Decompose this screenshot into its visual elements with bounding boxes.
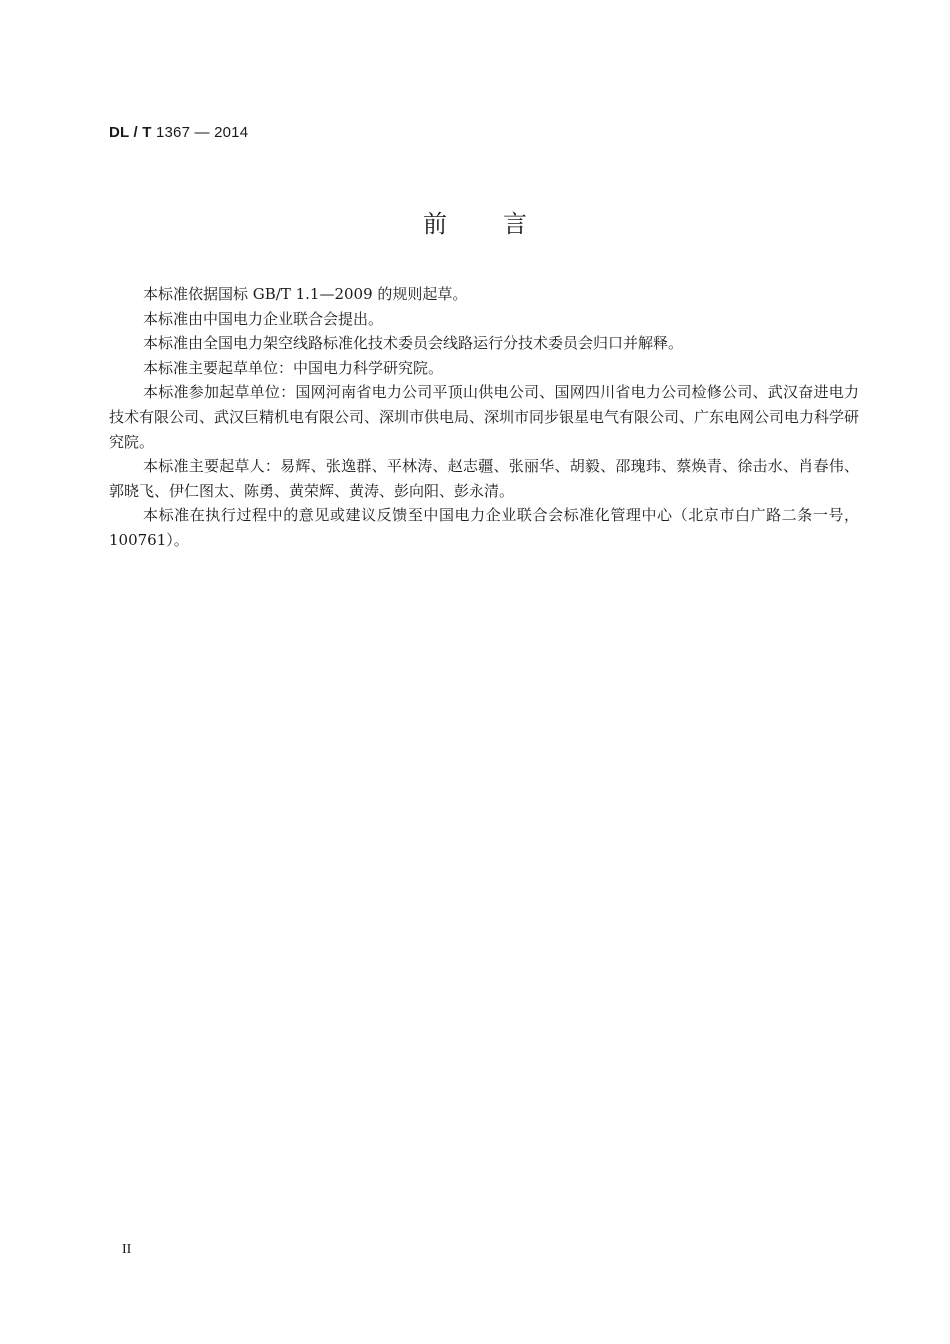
paragraph-participating-units: 本标准参加起草单位：国网河南省电力公司平顶山供电公司、国网四川省电力公司检修公司、武汉奋进电力技术有限公司、武汉巨精机电有限公司、深圳市供电局、深圳市同步银星电气有限公司、广东电网公司电力科学研究院。 [109,383,860,451]
standard-code-number: 1367 — 2014 [151,124,249,141]
paragraph-committee: 本标准由全国电力架空线路标准化技术委员会线路运行分技术委员会归口并解释。 [143,334,684,353]
standard-code-prefix: DL / T [109,124,152,141]
paragraph-feedback: 本标准在执行过程中的意见或建议反馈至中国电力企业联合会标准化管理中心（北京市白广路二条一号，100761）。 [109,506,859,549]
paragraph-basis: 本标准依据国标 GB/T 1.1—2009 的规则起草。 [143,285,468,303]
standard-code [109,124,248,141]
paragraph-drafters: 本标准主要起草人：易辉、张逸群、平林涛、赵志疆、张丽华、胡毅、邵瑰玮、蔡焕青、徐击水、肖春伟、郭晓飞、伊仁图太、陈勇、黄荣辉、黄涛、彭向阳、彭永清。 [109,457,859,500]
foreword-body [109,282,859,553]
page-title: 前言 [423,210,583,238]
paragraph-proposer: 本标准由中国电力企业联合会提出。 [143,309,384,328]
page-number: II [122,1242,132,1257]
paragraph-main-drafting-unit: 本标准主要起草单位：中国电力科学研究院。 [143,358,444,377]
